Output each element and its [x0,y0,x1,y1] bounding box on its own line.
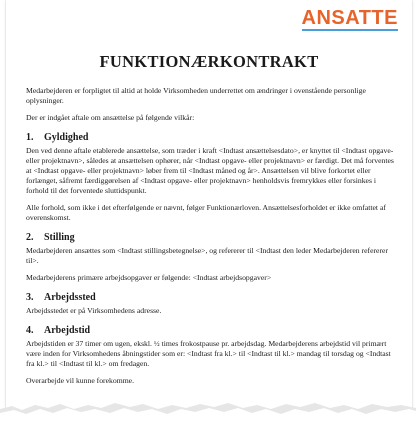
section-heading [26,291,396,304]
document-page [6,0,412,423]
section-title: Stilling [44,232,75,243]
intro-paragraph: Der er indgået aftale om ansættelse på følgende vilkår: [26,113,195,122]
section-number: 4. [26,325,34,336]
brand-logo-text: ANSATTE [301,7,398,29]
section-title: Arbejdstid [44,325,91,336]
section-title: Arbejdssted [44,292,96,303]
section-heading [26,324,396,337]
section-paragraph: Arbejdsstedet er på Virksomhedens adresse. [26,306,162,315]
section-paragraph: Medarbejderens primære arbejdsopgaver er følgende: <Indtast arbejdsopgaver> [26,273,272,282]
document-body [26,86,396,393]
brand-logo-underline [302,29,398,31]
section-number: 3. [26,292,34,303]
section-title: Gyldighed [44,132,89,143]
brand-logo [302,8,398,31]
section-heading [26,231,396,244]
section-paragraph: Den ved denne aftale etablerede ansættelse, som træder i kraft <Indtast ansættelsesdato>, er knyttet til <Indtast opgave- eller projektnavn>, således at ansættelsen ophører, når <Indtast opgave- eller projektnavn> er færdigt. Det må forventes at <Indtast opgave- eller projektnavn> løber frem til <Indtast måned og år>. Ansættelsen vil blive forkortet eller forlænget, såfremt færdiggørelsen af <Indtast opgave- eller projektnavn> henholdsvis fremrykkes eller forsinkes i forhold til det forventede sluttidspunkt. [26,146,394,195]
section-paragraph: Overarbejde vil kunne forekomme. [26,376,135,385]
section-number: 2. [26,232,34,243]
torn-paper-edge [0,393,416,423]
intro-paragraph: Medarbejderen er forpligtet til altid at holde Virksomheden underrettet om ændringer i ovenstående personlige oplysninger. [26,86,366,105]
section-paragraph: Arbejdstiden er 37 timer om ugen, ekskl. ½ times frokostpause pr. arbejdsdag. Medarbejderens arbejdstid vil primært være inden for Virksomhedens åbningstider som er: <Indtast fra kl.> til <Indtast til kl.> mandag til torsdag og <Indtast fra kl.> til <Indtast til kl.> om fredagen. [26,339,391,368]
section-paragraph: Medarbejderen ansættes som <Indtast stillingsbetegnelse>, og refererer til <Indtast den leder Medarbejderen refererer til>. [26,246,389,265]
section-number: 1. [26,132,34,143]
document-title: FUNKTIONÆRKONTRAKT [99,52,319,71]
section-paragraph: Alle forhold, som ikke i det efterfølgende er nævnt, følger Funktionærloven. Ansættelsesforholdet er ikke omfattet af overenskomst. [26,203,386,222]
section-heading [26,131,396,144]
